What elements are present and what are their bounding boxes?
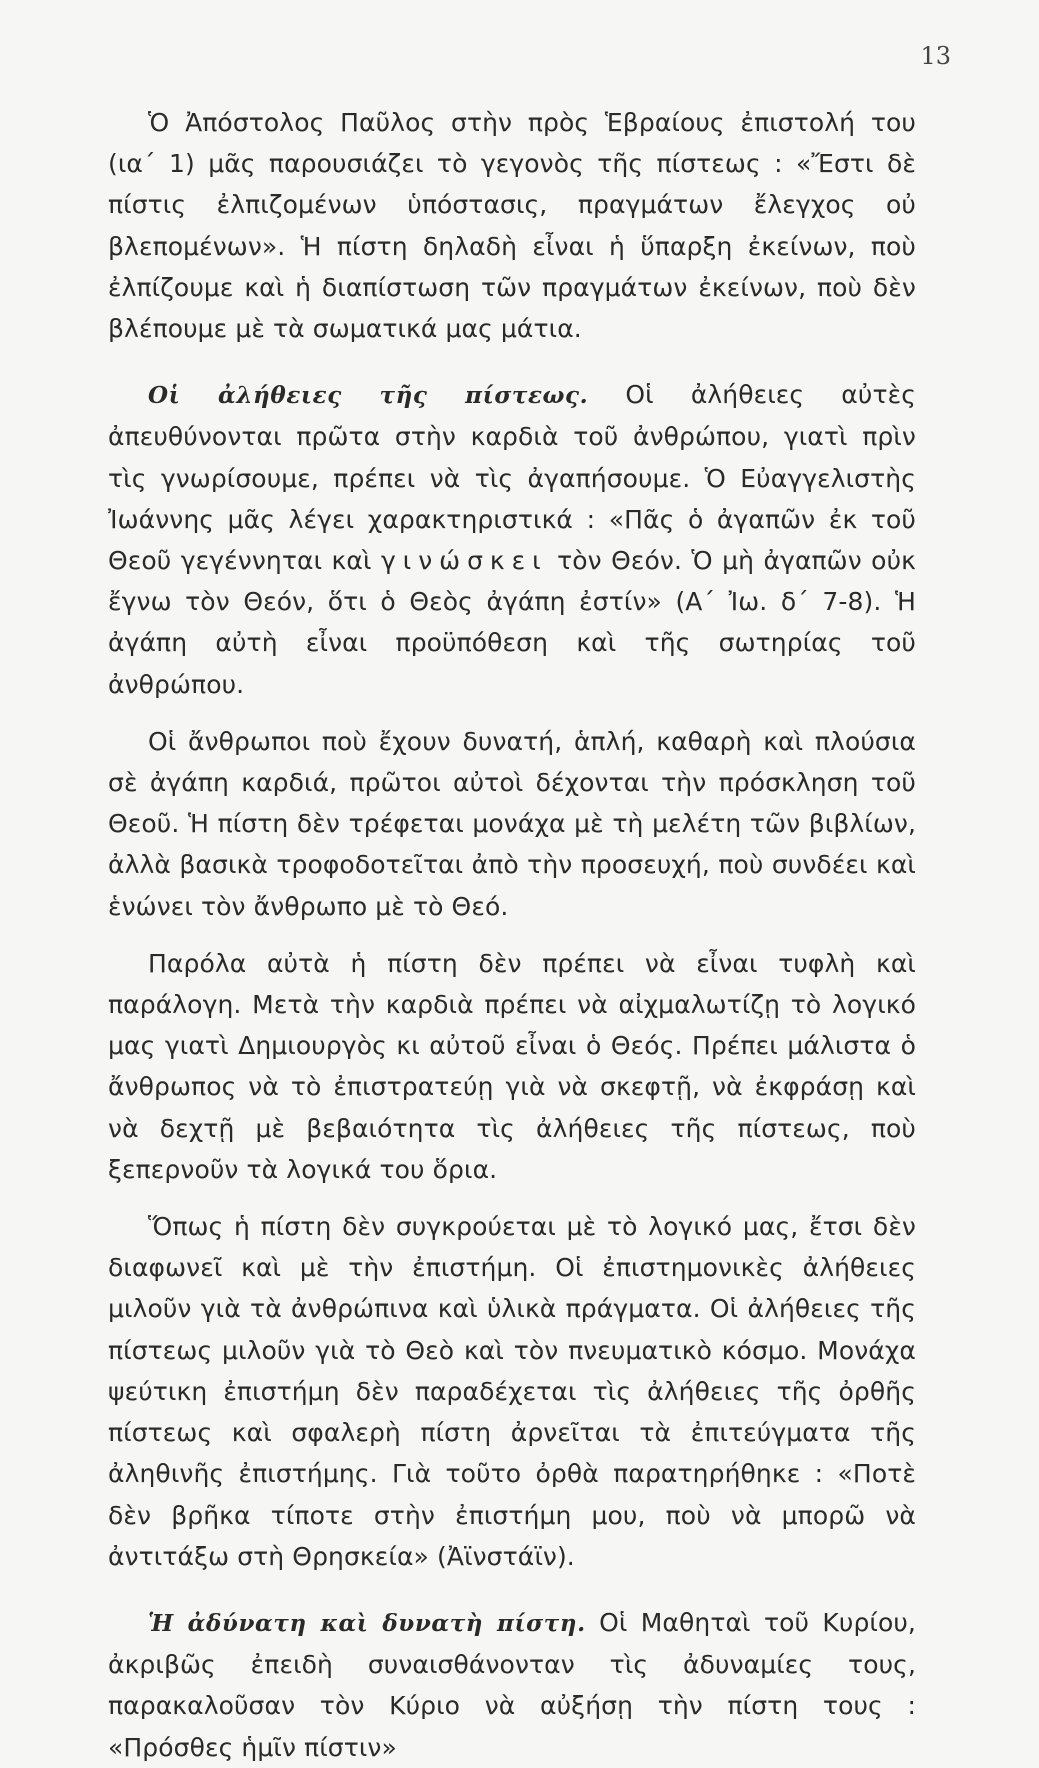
paragraph-truths [108, 374, 916, 705]
paragraph-intro: Ὁ Ἀπόστολος Παῦλος στὴν πρὸς Ἑβραίους ἐπιστολή του (ια΄ 1) μᾶς παρουσιάζει τὸ γεγονὸς τῆς πίστεως : «Ἔστι δὲ πίστις ἐλπιζομένων ὑπόστασις, πραγμάτων ἔλεγχος οὐ βλεπομένων». Ἡ πίστη δηλαδὴ εἶναι ἡ ὕπαρξη ἐκείνων, ποὺ ἐλπίζουμε καὶ ἡ διαπίστωση τῶν πραγμάτων ἐκείνων, ποὺ δὲν βλέπουμε μὲ τὰ σωματικά μας μάτια. [108, 108, 916, 344]
paragraph-reason: Παρόλα αὐτὰ ἡ πίστη δὲν πρέπει νὰ εἶναι τυφλὴ καὶ παράλογη. Μετὰ τὴν καρδιὰ πρέπει νὰ αἰχμαλωτίζῃ τὸ λογικό μας γιατὶ Δημιουργὸς κι αὐτοῦ εἶναι ὁ Θεός. Πρέπει μάλιστα ὁ ἄνθρωπος νὰ τὸ ἐπιστρατεύῃ γιὰ νὰ σκεφτῇ, νὰ ἐκφράσῃ καὶ νὰ δεχτῇ μὲ βεβαιότητα τὶς ἀλήθειες τῆς πίστεως, ποὺ ξεπερνοῦν τὰ λογικά του ὅρια. [108, 948, 916, 1184]
spaced-word: γινώσκει [380, 546, 548, 576]
section-heading-faith: Ἡ ἀδύνατη καὶ δυνατὴ πίστη. [148, 1609, 586, 1637]
paragraph-faith-text: Οἱ Μαθηταὶ τοῦ Κυρίου, ἀκριβῶς ἐπειδὴ συναισθάνονταν τὶς ἀδυναμίες τους, παρακαλοῦσαν τὸν Κύριο νὰ αὐξήσῃ τὴν πίστη τους : «Πρόσθες ἡμῖν πίστιν» [108, 1607, 916, 1762]
page-body [108, 102, 916, 1768]
paragraph-truths-text-a: Οἱ ἀλήθειες αὐτὲς ἀπευθύνονται πρῶτα στὴν καρδιὰ τοῦ ἀνθρώπου, γιατὶ πρὶν τὶς γνωρίσουμε, πρέπει νὰ τὶς ἀγαπήσουμε. Ὁ Εὐαγγελιστὴς Ἰωάννης μᾶς λέγει χαρακτηριστικά : «Πᾶς ὁ ἀγαπῶν ἐκ τοῦ Θεοῦ γεγέννηται καὶ [108, 380, 916, 576]
paragraph-faith [108, 1602, 916, 1768]
page-number: 13 [920, 42, 951, 70]
paragraph-people: Οἱ ἄνθρωποι ποὺ ἔχουν δυνατή, ἁπλή, καθαρὴ καὶ πλούσια σὲ ἀγάπη καρδιά, πρῶτοι αὐτοὶ δέχονται τὴν πρόσκληση τοῦ Θεοῦ. Ἡ πίστη δὲν τρέφεται μονάχα μὲ τὴ μελέτη τῶν βιβλίων, ἀλλὰ βασικὰ τροφοδοτεῖται ἀπὸ τὴν προσευχή, ποὺ συνδέει καὶ ἑνώνει τὸν ἄνθρωπο μὲ τὸ Θεό. [108, 726, 916, 921]
paragraph-truths-text-b: τὸν Θεόν. Ὁ μὴ ἀγαπῶν οὐκ ἔγνω τὸν Θεόν, ὅτι ὁ Θεὸς ἀγάπη ἐστίν» (Α΄ Ἰω. δ΄ 7-8). Ἡ ἀγάπη αὐτὴ εἶναι προϋπόθεση καὶ τῆς σωτηρίας τοῦ ἀνθρώπου. [108, 546, 916, 699]
section-heading-truths: Οἱ ἀλήθειες τῆς πίστεως. [148, 382, 589, 410]
paragraph-science: Ὅπως ἡ πίστη δὲν συγκρούεται μὲ τὸ λογικό μας, ἔτσι δὲν διαφωνεῖ καὶ μὲ τὴν ἐπιστήμη. Οἱ ἐπιστημονικὲς ἀλήθειες μιλοῦν γιὰ τὰ ἀνθρώπινα καὶ ὑλικὰ πράγματα. Οἱ ἀλήθειες τῆς πίστεως μιλοῦν γιὰ τὸ Θεὸ καὶ τὸν πνευματικὸ κόσμο. Μονάχα ψεύτικη ἐπιστήμη δὲν παραδέχεται τὶς ἀλήθειες τῆς ὀρθῆς πίστεως καὶ σφαλερὴ πίστη ἀρνεῖται τὰ ἐπιτεύγματα τῆς ἀληθινῆς ἐπιστήμης. Γιὰ τοῦτο ὀρθὰ παρατηρήθηκε : «Ποτὲ δὲν βρῆκα τίποτε στὴν ἐπιστήμη μου, ποὺ νὰ μπορῶ νὰ ἀντιτάξω στὴ Θρησκεία» (Ἀϊνστάϊν). [108, 1212, 916, 1571]
